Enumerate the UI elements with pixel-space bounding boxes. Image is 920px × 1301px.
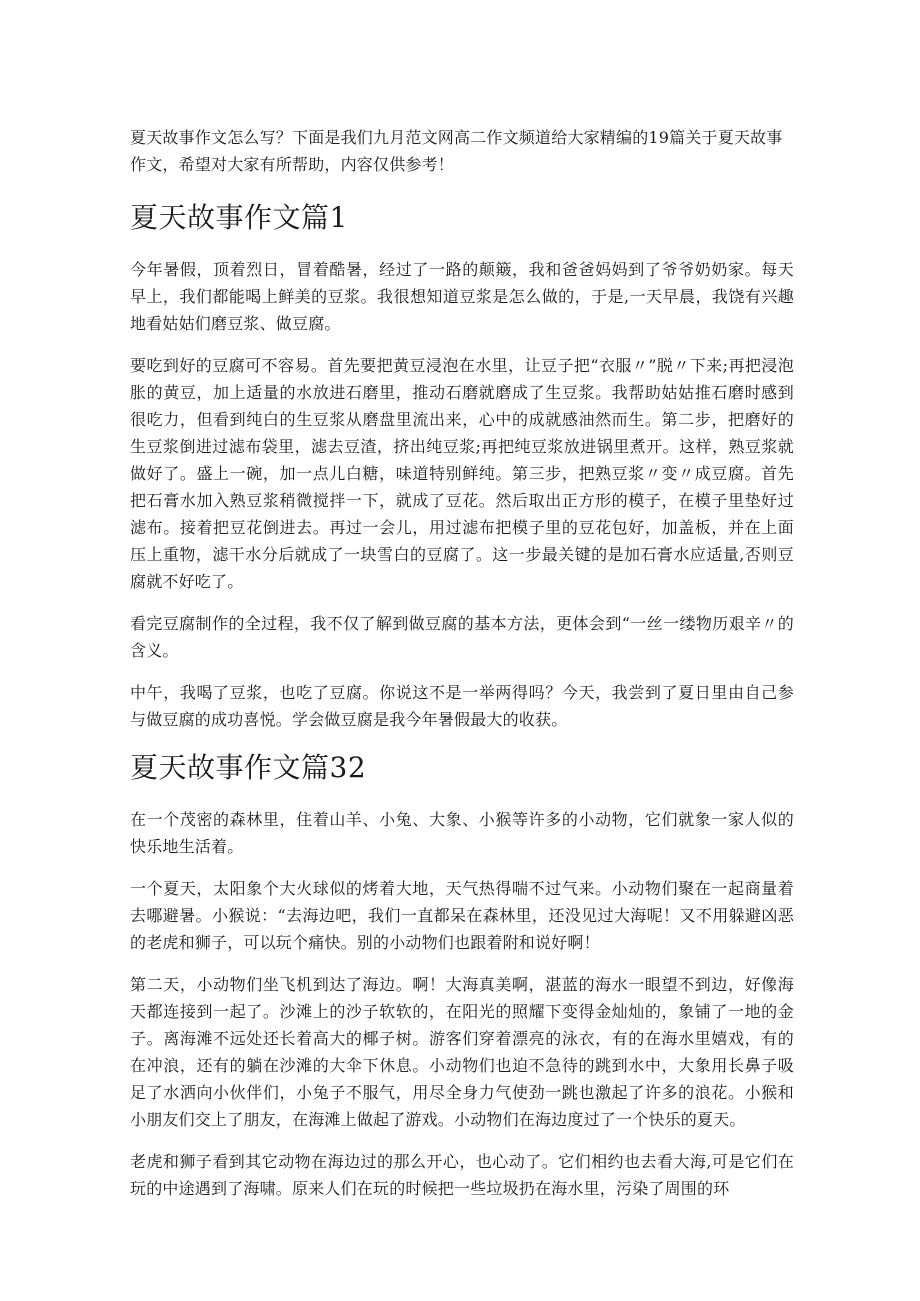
section-1-paragraph-4: 中午，我喝了豆浆，也吃了豆腐。你说这不是一举两得吗？今天，我尝到了夏日里由自己参与做豆腐的成功喜悦。学会做豆腐是我今年暑假最大的收获。 xyxy=(130,683,794,729)
section-1-paragraph-2: 要吃到好的豆腐可不容易。首先要把黄豆浸泡在水里，让豆子把“衣服〃”脱〃下来;再把浸泡胀的黄豆，加上适量的水放进石磨里，推动石磨就磨成了生豆浆。我帮助姑姑推石磨时感到很吃力，但看到纯白的生豆浆从磨盘里流出来，心中的成就感油然而生。第二步，把磨好的生豆浆倒进过滤布袋里，滤去豆渣，挤出纯豆浆;再把纯豆浆放进锅里煮开。这样，熟豆浆就做好了。盛上一碗，加一点儿白糖，味道特别鲜纯。第三步，把熟豆浆〃变〃成豆腐。首先把石膏水加入熟豆浆稍微搅拌一下，就成了豆花。然后取出正方形的模子，在模子里垫好过滤布。接着把豆花倒进去。再过一会儿，用过滤布把模子里的豆花包好，加盖板，并在上面压上重物，滤干水分后就成了一块雪白的豆腐了。这一步最关键的是加石膏水应适量,否则豆腐就不好吃了。 xyxy=(130,356,794,591)
section-2-paragraph-3: 第二天，小动物们坐飞机到达了海边。啊！大海真美啊，湛蓝的海水一眼望不到边，好像海天都连接到一起了。沙滩上的沙子软软的，在阳光的照耀下变得金灿灿的，象铺了一地的金子。离海滩不远处还长着高大的椰子树。游客们穿着漂亮的泳衣，有的在海水里嬉戏，有的在冲浪，还有的躺在沙滩的大伞下休息。小动物们也迫不急待的跳到水中，大象用长鼻子吸足了水洒向小伙伴们，小兔子不服气，用尽全身力气使劲一跳也激起了许多的浪花。小猴和小朋友们交上了朋友，在海滩上做起了游戏。小动物们在海边度过了一个快乐的夏天。 xyxy=(130,975,794,1129)
section-2-title: 夏天故事作文篇32 xyxy=(130,751,367,784)
document-page xyxy=(130,124,794,1217)
section-2-paragraph-2: 一个夏天，太阳象个大火球似的烤着大地，天气热得喘不过气来。小动物们聚在一起商量着去哪避暑。小猴说：“去海边吧，我们一直都呆在森林里，还没见过大海呢！又不用躲避凶恶的老虎和狮子，可以玩个痛快。别的小动物们也跟着附和说好啊！ xyxy=(130,879,794,952)
section-2-paragraph-4: 老虎和狮子看到其它动物在海边过的那么开心，也心动了。它们相约也去看大海,可是它们在玩的中途遇到了海啸。原来人们在玩的时候把一些垃圾扔在海水里，污染了周围的环 xyxy=(130,1152,794,1198)
section-1-paragraph-1: 今年暑假，顶着烈日，冒着酷暑，经过了一路的颠簸，我和爸爸妈妈到了爷爷奶奶家。每天早上，我们都能喝上鲜美的豆浆。我很想知道豆浆是怎么做的，于是,一天早晨，我饶有兴趣地看姑姑们磨豆浆、做豆腐。 xyxy=(130,260,794,333)
section-1-title: 夏天故事作文篇1 xyxy=(130,201,348,234)
intro-paragraph: 夏天故事作文怎么写？下面是我们九月范文网高二作文频道给大家精编的19篇关于夏天故事作文，希望对大家有所帮助，内容仅供参考！ xyxy=(130,128,783,174)
section-1-paragraph-3: 看完豆腐制作的全过程，我不仅了解到做豆腐的基本方法，更体会到“一丝一缕物历艰辛〃的含义。 xyxy=(130,614,794,660)
section-2-paragraph-1: 在一个茂密的森林里，住着山羊、小兔、大象、小猴等许多的小动物，它们就象一家人似的快乐地生活着。 xyxy=(130,810,794,856)
